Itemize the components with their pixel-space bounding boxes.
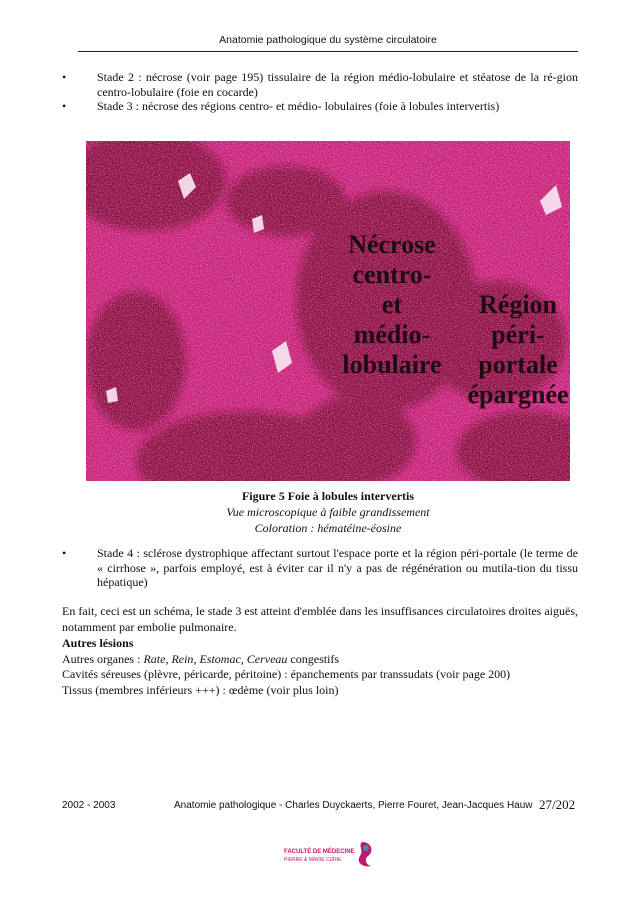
list-item (62, 70, 578, 99)
footer-authors: Anatomie pathologique - Charles Duyckaerts, Pierre Fouret, Jean-Jacques Hauw (174, 800, 533, 811)
label-necrose-line: lobulaire (342, 350, 442, 379)
running-header: Anatomie pathologique du système circulatoire (219, 34, 437, 46)
bullet-list-bottom (62, 546, 578, 590)
organs-line: Autres organes : Rate, Rein, Estomac, Cerveau congestifs (62, 651, 340, 666)
label-region-line: épargnée (467, 380, 569, 409)
logo-line: PIERRE & MARIE CURIE (284, 857, 342, 863)
list-item-text: Stade 4 : sclérose dystrophique affectant surtout l'espace porte et la région péri-portale (le terme de « cirrhose », parfois employé, est à éviter car il n'y a pas de régénération ou mutila-tion du tissu hépatique) (97, 546, 578, 589)
other-lesions-section (62, 636, 578, 698)
header-rule (78, 51, 578, 52)
logo-line: FACULTÉ DE MÉDECINE (284, 849, 355, 855)
list-item-text: Stade 2 : nécrose (voir page 195) tissulaire de la région médio-lobulaire et stéatose de la ré-gion centro-lobulaire (foie en cocarde) (97, 70, 578, 99)
figure-caption-stain: Coloration : hématéine-éosine (254, 521, 402, 535)
bullet-icon: • (62, 99, 67, 113)
list-item (62, 546, 578, 590)
list-item-text: Stade 3 : nécrose des régions centro- et médio- lobulaires (foie à lobules intervertis) (97, 99, 500, 113)
label-necrose-line: et (381, 290, 403, 319)
tissues-line: Tissus (membres inférieurs +++) : œdème (voir plus loin) (62, 682, 339, 697)
label-necrose-line: Nécrose (348, 230, 436, 259)
label-region-line: portale (478, 350, 558, 379)
micrograph-figure (86, 141, 570, 481)
bullet-icon: • (62, 546, 67, 560)
label-region-line: péri- (491, 320, 545, 349)
section-heading: Autres lésions (62, 636, 134, 650)
cavities-line: Cavités séreuses (plèvre, péricarde, péritoine) : épanchements par transsudats (voir page 200) (62, 667, 511, 681)
label-region-line: Région (479, 290, 557, 319)
organs-prefix: Autres organes : (62, 651, 144, 666)
organ-name: Cerveau (246, 651, 288, 666)
bullet-list-top (62, 70, 578, 114)
organ-name: Rein (171, 651, 194, 666)
micrograph-image (86, 141, 570, 481)
footer-year: 2002 - 2003 (62, 800, 116, 811)
faculty-logo (282, 838, 378, 870)
body-paragraph: En fait, ceci est un schéma, le stade 3 est atteint d'emblée dans les insuffisances circulatoires droites aiguës, notamment par embolie pulmonaire. (62, 604, 578, 634)
page-number: 27/202 (539, 797, 576, 812)
organs-suffix: congestifs (287, 651, 340, 666)
bullet-icon: • (62, 70, 67, 84)
organ-name: Rate (143, 651, 166, 666)
organ-name: Estomac (199, 651, 241, 666)
label-necrose-line: médio- (353, 320, 431, 349)
figure-caption-subtitle: Vue microscopique à faible grandissement (226, 505, 430, 519)
figure-caption-title: Figure 5 Foie à lobules intervertis (241, 489, 415, 503)
label-necrose-line: centro- (352, 260, 432, 289)
list-item (62, 99, 578, 114)
